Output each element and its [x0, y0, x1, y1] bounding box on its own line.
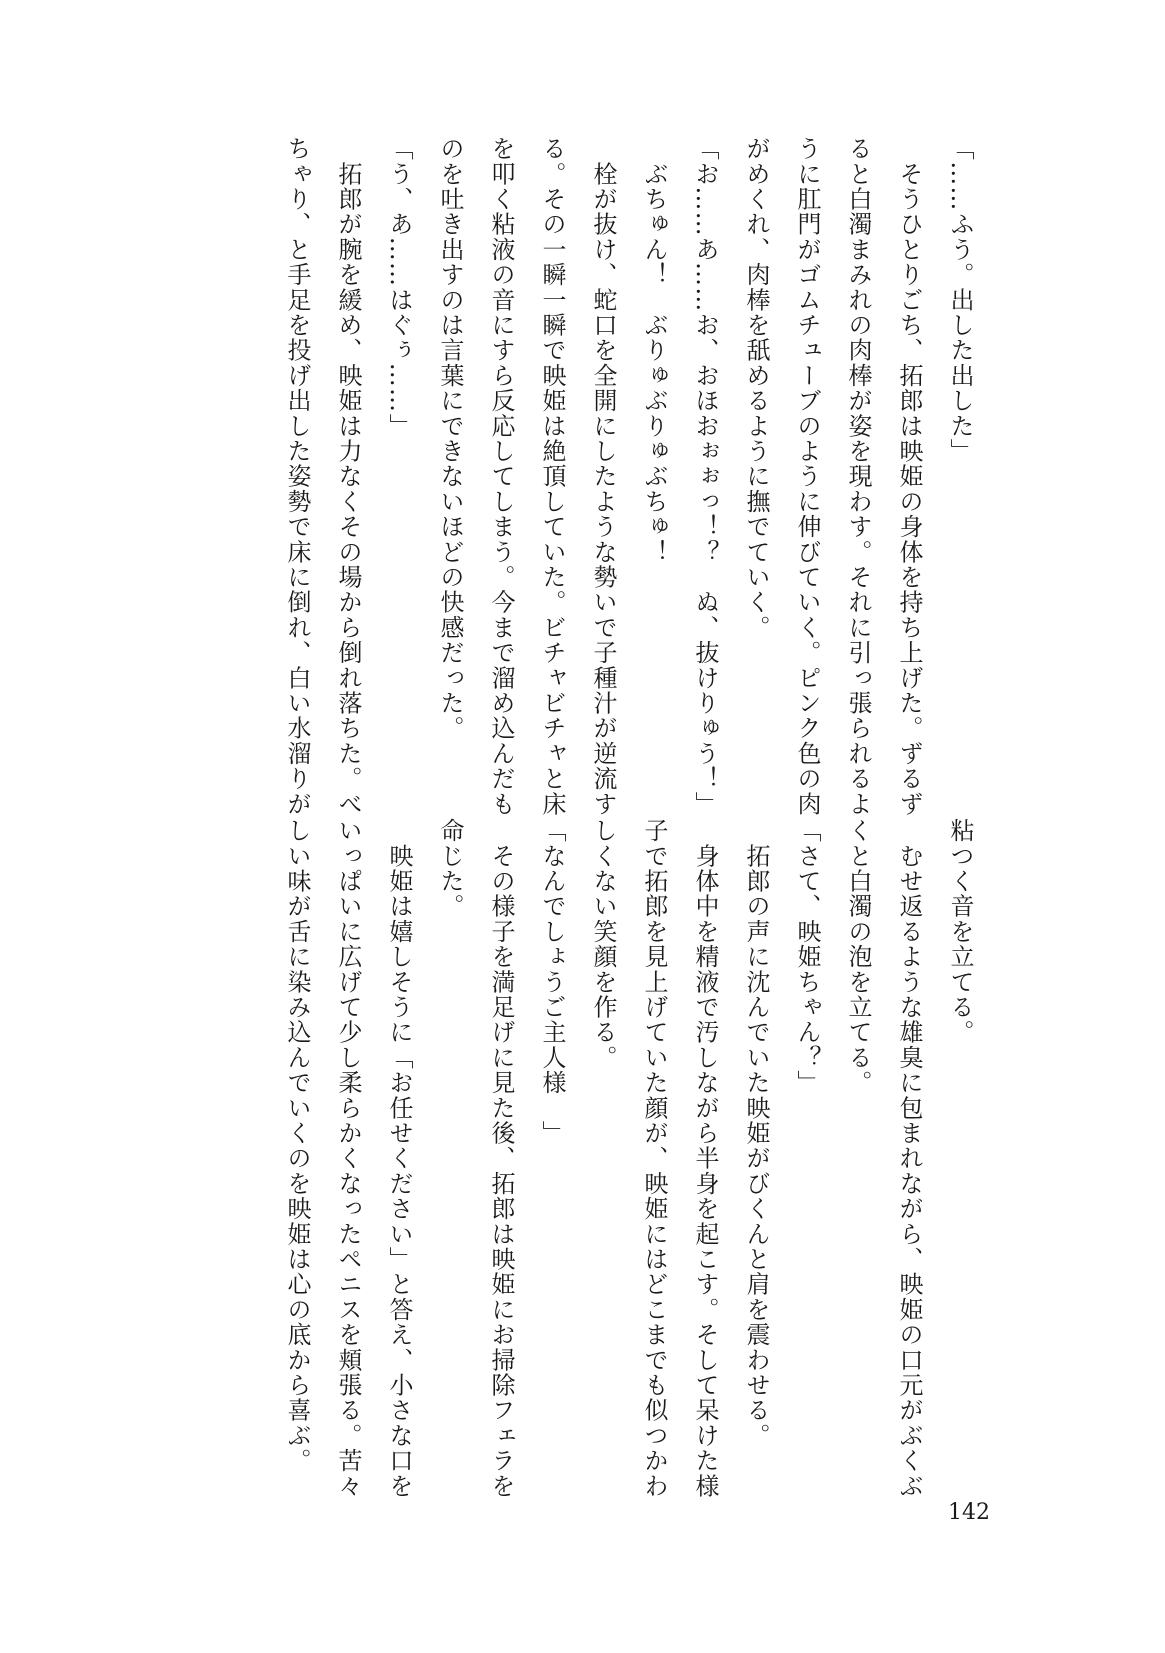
- text-line: しい味が舌に染み込んでいくのを映姫は心の底から喜ぶ。: [283, 818, 311, 1474]
- text-line: 映姫は嬉しそうに「お任せください」と答え、小さな口を: [385, 818, 413, 1499]
- text-line: いっぱいに広げて少し柔らかくなったペニスを頬張る。苦々: [334, 818, 362, 1499]
- text-line: 粘つく音を立てる。: [946, 818, 974, 1045]
- text-line: ると白濁まみれの肉棒が姿を現わす。それに引っ張られるよ: [844, 136, 872, 817]
- text-line: を叩く粘液の音にすら反応してしまう。今まで溜め込んだも: [487, 136, 515, 817]
- text-line: ぶちゅん！ ぶりゅぶりゅぶちゅ！: [640, 136, 668, 565]
- text-line: くと白濁の泡を立てる。: [844, 818, 872, 1096]
- text-line: うに肛門がゴムチューブのように伸びていく。ピンク色の肉: [793, 136, 821, 817]
- text-line: 「う、あ……はぐぅ……」: [385, 136, 413, 439]
- text-block-top: [271, 136, 985, 816]
- text-line: 「さて、映姫ちゃん？」: [793, 818, 821, 1096]
- text-line: 拓郎が腕を緩め、映姫は力なくその場から倒れ落ちた。べ: [334, 136, 362, 817]
- text-line: がめくれ、肉棒を舐めるように撫でていく。: [742, 136, 770, 640]
- text-line: 子で拓郎を見上げていた顔が、映姫にはどこまでも似つかわ: [640, 818, 668, 1499]
- text-line: る。その一瞬一瞬で映姫は絶頂していた。ビチャビチャと床: [538, 136, 566, 817]
- text-line: 命じた。: [436, 818, 464, 919]
- text-line: ちゃり、と手足を投げ出した姿勢で床に倒れ、白い水溜りが: [283, 136, 311, 817]
- text-line: 身体中を精液で汚しながら半身を起こす。そして呆けた様: [691, 818, 719, 1499]
- text-line: のを吐き出すのは言葉にできないほどの快感だった。: [436, 136, 464, 741]
- text-line: 「お……あ……お、おほおぉぉっ！？ ぬ、抜けりゅう！」: [691, 136, 719, 817]
- text-line: 「……ふう。出した出した」: [946, 136, 974, 464]
- text-line: 「なんでしょうご主人様 」: [538, 818, 566, 1146]
- text-line: しくない笑顔を作る。: [589, 818, 617, 1070]
- page-number: 142: [948, 1500, 990, 1525]
- text-block-bottom: [271, 818, 985, 1498]
- text-line: むせ返るような雄臭に包まれながら、映姫の口元がぶくぶ: [895, 818, 923, 1499]
- text-line: そうひとりごち、拓郎は映姫の身体を持ち上げた。ずるず: [895, 136, 923, 817]
- text-line: その様子を満足げに見た後、拓郎は映姫にお掃除フェラを: [487, 818, 515, 1499]
- text-line: 栓が抜け、蛇口を全開にしたような勢いで子種汁が逆流す: [589, 136, 617, 817]
- text-line: 拓郎の声に沈んでいた映姫がびくんと肩を震わせる。: [742, 818, 770, 1448]
